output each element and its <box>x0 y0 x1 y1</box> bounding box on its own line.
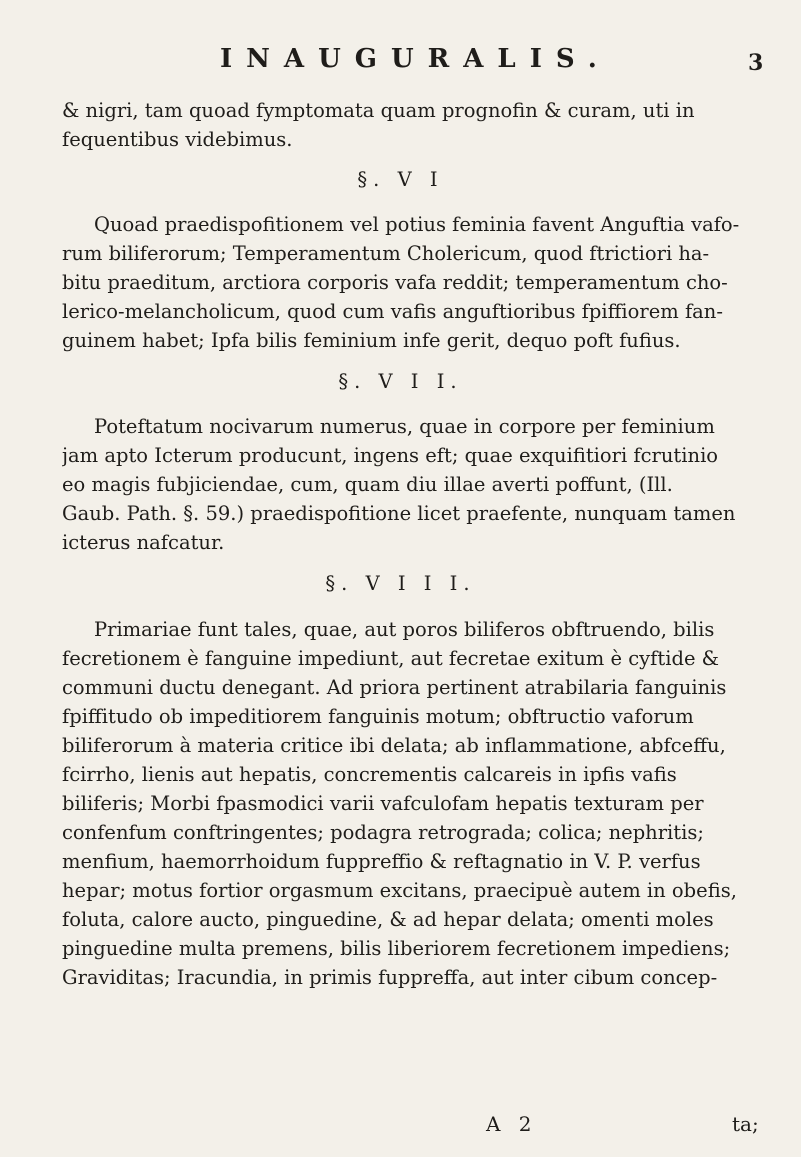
text-line: & nigri, tam quoad fymptomata quam prognofin & curam, uti in <box>62 99 695 122</box>
text-line: pinguedine multa premens, bilis liberiorem fecretionem impediens; <box>62 937 731 960</box>
text-line: foluta, calore aucto, pinguedine, & ad hepar delata; omenti moles <box>62 908 714 931</box>
text-line: Primariae funt tales, quae, aut poros biliferos obftruendo, bilis <box>94 618 715 641</box>
running-head: INAUGURALIS. <box>220 44 611 74</box>
text-line: eo magis fubjiciendae, cum, quam diu illae averti poffunt, (Ill. <box>62 473 673 496</box>
section-heading: §. V I I I. <box>325 572 476 595</box>
text-line: communi ductu denegant. Ad priora pertinent atrabilaria fanguinis <box>62 676 727 699</box>
text-line: fecretionem è fanguine impediunt, aut fecretae exitum è cyftide & <box>62 647 720 670</box>
signature-mark: A 2 <box>486 1112 538 1136</box>
text-line: lerico-melancholicum, quod cum vafis anguftioribus fpiffiorem fan- <box>62 300 723 323</box>
text-line: biliferis; Morbi fpasmodici varii vafculofam hepatis texturam per <box>62 792 704 815</box>
text-line: rum biliferorum; Temperamentum Cholericum, quod ftrictiori ha- <box>62 242 710 265</box>
catchword: ta; <box>732 1112 759 1136</box>
text-line: bitu praeditum, arctiora corporis vafa reddit; temperamentum cho- <box>62 271 728 294</box>
text-line: biliferorum à materia critice ibi delata; ab inflammatione, abfceffu, <box>62 734 726 757</box>
text-line: fcirrho, lienis aut hepatis, concrementis calcareis in ipfis vafis <box>62 763 677 786</box>
text-line: menfium, haemorrhoidum fuppreffio & reftagnatio in V. P. verfus <box>62 850 701 873</box>
section-heading: §. V I <box>357 168 444 191</box>
text-line: Graviditas; Iracundia, in primis fuppreffa, aut inter cibum concep- <box>62 966 718 989</box>
text-line: fequentibus videbimus. <box>62 128 293 151</box>
page-number: 3 <box>748 50 764 76</box>
text-line: Quoad praedispofitionem vel potius feminia favent Anguftia vafo- <box>94 213 740 236</box>
text-line: hepar; motus fortior orgasmum excitans, praecipuè autem in obefis, <box>62 879 737 902</box>
text-line: fpiffitudo ob impeditiorem fanguinis motum; obftructio vaforum <box>62 705 694 728</box>
text-line: Poteftatum nocivarum numerus, quae in corpore per feminium <box>94 415 715 438</box>
section-heading: §. V I I. <box>338 370 463 393</box>
text-line: guinem habet; Ipfa bilis feminium infe gerit, dequo poft fufius. <box>62 329 681 352</box>
text-line: jam apto Icterum producunt, ingens eft; quae exquifitiori fcrutinio <box>62 444 719 467</box>
text-line: icterus nafcatur. <box>62 531 225 554</box>
text-line: Gaub. Path. §. 59.) praedispofitione licet praefente, nunquam tamen <box>62 502 736 525</box>
text-line: confenfum conftringentes; podagra retrograda; colica; nephritis; <box>62 821 704 844</box>
